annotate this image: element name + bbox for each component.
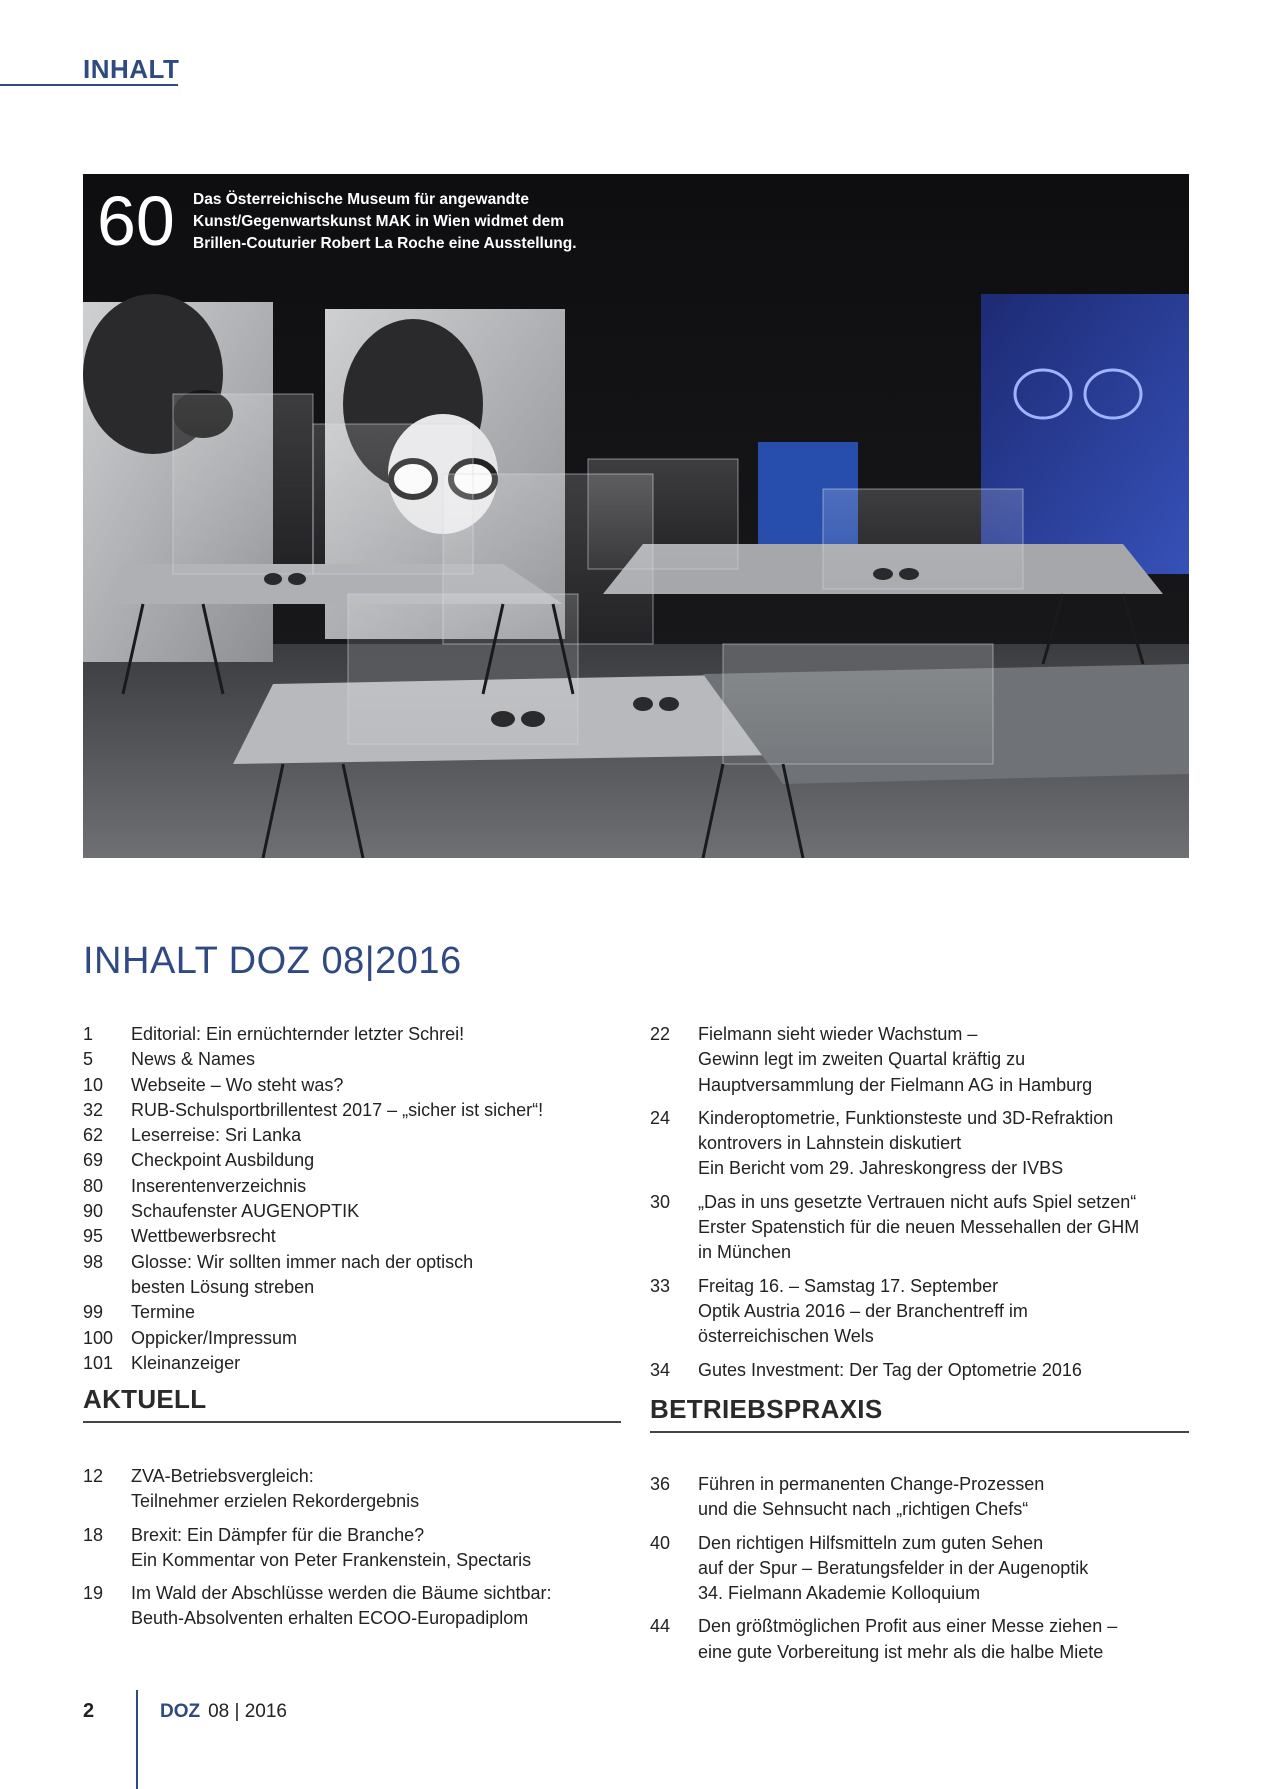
toc-entry-line: Fielmann sieht wieder Wachstum – [698, 1024, 978, 1044]
toc-entry [83, 1148, 623, 1173]
toc-entry-line: und die Sehnsucht nach „richtigen Chefs“ [698, 1499, 1029, 1520]
toc-entry-line: 34. Fielmann Akademie Kolloquium [698, 1583, 981, 1604]
toc-entry-line: Gutes Investment: Der Tag der Optometrie 2016 [698, 1359, 1082, 1380]
toc-entry-title [698, 1531, 1190, 1607]
toc-entry-line: „Das in uns gesetzte Vertrauen nicht aufs Spiel setzen“ [698, 1191, 1137, 1212]
toc-entry [83, 1250, 623, 1301]
toc-entry-title [131, 1148, 623, 1173]
toc-left-column [83, 1022, 623, 1376]
section-betriebspraxis [650, 1394, 1189, 1433]
header-rule [0, 84, 178, 86]
toc-entry-title [131, 1073, 623, 1098]
toc-entry-page: 90 [83, 1201, 104, 1222]
toc-entry-title [698, 1614, 1190, 1665]
toc-entry-line: österreichischen Wels [698, 1326, 874, 1347]
toc-entry-page: 34 [650, 1359, 671, 1380]
toc-entry-line: Kinderoptometrie, Funktionsteste und 3D-Refraktion [698, 1107, 1114, 1128]
toc-entry-title [698, 1472, 1190, 1523]
footer-issue-number: 08 | 2016 [208, 1701, 288, 1722]
toc-entry-title [131, 1300, 623, 1325]
hero-caption [193, 189, 673, 255]
toc-entry-page: 18 [83, 1524, 104, 1545]
toc-entry [83, 1123, 623, 1148]
section-header: INHALT [83, 54, 180, 84]
toc-entry-page: 95 [83, 1226, 104, 1247]
toc-entry-line: Beuth-Absolventen erhalten ECOO-Europadiplom [131, 1608, 529, 1629]
section-rule [650, 1431, 1189, 1433]
toc-entry-line: Editorial: Ein ernüchternder letzter Schrei! [131, 1024, 465, 1044]
toc-entry-page: 36 [650, 1474, 671, 1494]
toc-entry-title [131, 1022, 623, 1047]
toc-entry [83, 1022, 623, 1047]
toc-entry-line: Checkpoint Ausbildung [131, 1150, 315, 1171]
toc-entry [83, 1351, 623, 1376]
toc-entry [650, 1190, 1190, 1266]
toc-entry-page: 24 [650, 1107, 671, 1128]
section-aktuell [83, 1384, 621, 1423]
toc-entry-page: 98 [83, 1251, 104, 1272]
section-heading: AKTUELL [83, 1384, 207, 1414]
toc-entry-line: besten Lösung streben [131, 1276, 315, 1297]
toc-entry-line: Webseite – Wo steht was? [131, 1074, 344, 1095]
toc-entry-title [131, 1174, 623, 1199]
footer-divider [136, 1690, 138, 1789]
toc-entry-title [131, 1581, 623, 1632]
toc-entry-title [698, 1358, 1190, 1383]
toc-entry-line: Im Wald der Abschlüsse werden die Bäume sichtbar: [131, 1583, 552, 1604]
toc-entry-line: Erster Spatenstich für die neuen Messehallen der GHM [698, 1217, 1140, 1238]
hero-caption-line: Kunst/Gegenwartskunst MAK in Wien widmet dem [193, 213, 565, 230]
toc-entry [83, 1073, 623, 1098]
aktuell-list [83, 1464, 623, 1632]
toc-entry [83, 1581, 623, 1632]
toc-entry-line: Den richtigen Hilfsmitteln zum guten Sehen [698, 1532, 1044, 1553]
toc-entry-page: 1 [83, 1024, 94, 1044]
toc-entry-page: 30 [650, 1191, 671, 1212]
toc-entry-line: Kleinanzeiger [131, 1352, 241, 1373]
toc-entry-page: 22 [650, 1024, 671, 1044]
toc-entry-title [698, 1106, 1190, 1182]
toc-entry-title [131, 1199, 623, 1224]
toc-entry-page: 5 [83, 1049, 94, 1070]
toc-entry [83, 1174, 623, 1199]
toc-entry-page: 101 [83, 1352, 114, 1373]
toc-entry [650, 1472, 1190, 1523]
toc-entry-page: 33 [650, 1275, 671, 1296]
hero-page-number: 60 [97, 182, 175, 260]
toc-entry-line: Ein Bericht vom 29. Jahreskongress der IVBS [698, 1158, 1064, 1179]
hero-caption-line: Das Österreichische Museum für angewandte [193, 191, 529, 208]
toc-entry-page: 40 [650, 1532, 671, 1553]
toc-entry-line: Ein Kommentar von Peter Frankenstein, Spectaris [131, 1549, 532, 1570]
toc-entry-page: 19 [83, 1583, 104, 1604]
betriebspraxis-list [650, 1472, 1190, 1665]
toc-entry-page: 32 [83, 1099, 104, 1120]
hero-caption-line: Brillen-Couturier Robert La Roche eine Ausstellung. [193, 235, 577, 252]
toc-entry-line: News & Names [131, 1049, 256, 1070]
toc-entry-title [131, 1098, 623, 1123]
toc-entry-title [131, 1047, 623, 1072]
toc-entry [650, 1531, 1190, 1607]
toc-entry [650, 1022, 1190, 1098]
toc-entry-line: Den größtmöglichen Profit aus einer Messe ziehen – [698, 1616, 1118, 1637]
toc-entry-line: Führen in permanenten Change-Prozessen [698, 1474, 1045, 1494]
toc-entry-title [131, 1523, 623, 1574]
toc-entry-title [698, 1022, 1190, 1098]
toc-entry-page: 69 [83, 1150, 104, 1171]
toc-entry [83, 1326, 623, 1351]
toc-entry-line: Oppicker/Impressum [131, 1327, 298, 1348]
toc-entry-title [131, 1351, 623, 1376]
page-number: 2 [83, 1700, 95, 1722]
toc-entry-page: 10 [83, 1074, 104, 1095]
exhibition-photo [83, 174, 1189, 858]
toc-entry-line: Termine [131, 1302, 196, 1323]
toc-entry-line: Hauptversammlung der Fielmann AG in Hamburg [698, 1074, 1093, 1095]
toc-entry-line: Glosse: Wir sollten immer nach der optisch [131, 1251, 474, 1272]
toc-entry-title [131, 1464, 623, 1515]
toc-entry-title [131, 1250, 623, 1301]
toc-entry-line: Inserentenverzeichnis [131, 1175, 307, 1196]
toc-entry-page: 99 [83, 1302, 104, 1323]
toc-entry-line: Wettbewerbsrecht [131, 1226, 276, 1247]
toc-entry-line: Leserreise: Sri Lanka [131, 1125, 302, 1146]
toc-entry-page: 80 [83, 1175, 104, 1196]
toc-entry-title [131, 1326, 623, 1351]
toc-right-column [650, 1022, 1190, 1383]
toc-entry-line: Teilnehmer erzielen Rekordergebnis [131, 1491, 420, 1512]
toc-entry-page: 62 [83, 1125, 104, 1146]
toc-title: INHALT DOZ 08|2016 [83, 940, 462, 982]
toc-entry [650, 1358, 1190, 1383]
toc-entry-line: Freitag 16. – Samstag 17. September [698, 1275, 999, 1296]
section-heading: BETRIEBSPRAXIS [650, 1394, 883, 1424]
toc-entry-line: kontrovers in Lahnstein diskutiert [698, 1133, 962, 1154]
toc-entry-line: RUB-Schulsportbrillentest 2017 – „sicher ist sicher“! [131, 1099, 544, 1120]
toc-entry-line: auf der Spur – Beratungsfelder in der Augenoptik [698, 1557, 1089, 1578]
toc-entry [83, 1300, 623, 1325]
section-rule [83, 1421, 621, 1423]
toc-entry [83, 1464, 623, 1515]
footer-magazine: DOZ [160, 1701, 201, 1722]
toc-entry-title [131, 1123, 623, 1148]
toc-entry-line: ZVA-Betriebsvergleich: [131, 1466, 314, 1486]
toc-entry [83, 1199, 623, 1224]
toc-entry-line: Brexit: Ein Dämpfer für die Branche? [131, 1524, 425, 1545]
toc-entry-title [131, 1224, 623, 1249]
toc-entry-page: 100 [83, 1327, 114, 1348]
toc-entry [650, 1614, 1190, 1665]
footer-issue [160, 1701, 287, 1723]
toc-entry-line: in München [698, 1242, 792, 1263]
toc-entry-line: Schaufenster AUGENOPTIK [131, 1201, 360, 1222]
toc-entry [83, 1523, 623, 1574]
toc-entry-title [698, 1274, 1190, 1350]
hero-photo [83, 174, 1189, 858]
toc-entry-line: eine gute Vorbereitung ist mehr als die halbe Miete [698, 1641, 1104, 1662]
toc-entry-page: 12 [83, 1466, 104, 1486]
toc-entry-line: Gewinn legt im zweiten Quartal kräftig zu [698, 1049, 1026, 1070]
toc-entry [650, 1106, 1190, 1182]
toc-entry [83, 1047, 623, 1072]
toc-entry-title [698, 1190, 1190, 1266]
toc-entry-page: 44 [650, 1616, 671, 1637]
toc-entry [83, 1098, 623, 1123]
toc-entry-line: Optik Austria 2016 – der Branchentreff im [698, 1300, 1028, 1321]
toc-entry [83, 1224, 623, 1249]
toc-entry [650, 1274, 1190, 1350]
